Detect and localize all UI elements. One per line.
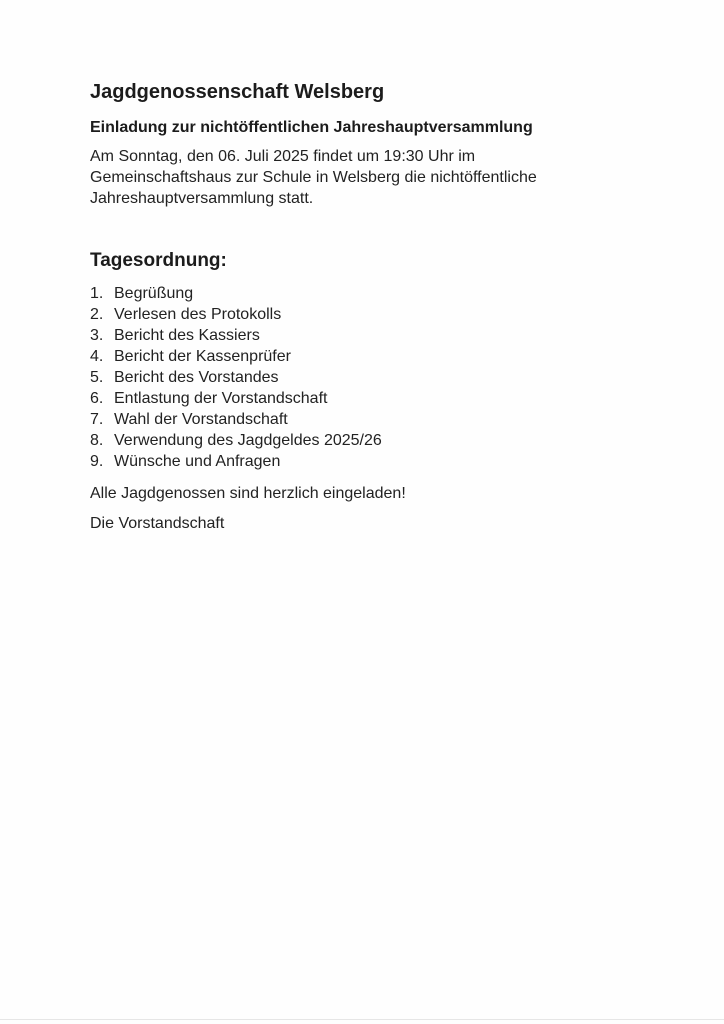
document-content [90, 80, 690, 534]
agenda-item [90, 325, 690, 346]
agenda-item-text: Wünsche und Anfragen [114, 453, 281, 470]
agenda-item-number: 5. [90, 369, 104, 386]
intro-line: Am Sonntag, den 06. Juli 2025 findet um 19:30 Uhr im [90, 148, 476, 165]
agenda-item [90, 367, 690, 388]
agenda-item [90, 451, 690, 472]
intro-paragraph [90, 146, 690, 209]
agenda-item-text: Bericht der Kassenprüfer [114, 348, 291, 365]
agenda-item-number: 2. [90, 306, 104, 323]
intro-line: Gemeinschaftshaus zur Schule in Welsberg die nichtöffentliche [90, 169, 537, 186]
agenda-heading: Tagesordnung: [90, 250, 227, 271]
agenda-item [90, 409, 690, 430]
agenda-item [90, 283, 690, 304]
intro-line: Jahreshauptversammlung statt. [90, 190, 314, 207]
agenda-item-text: Begrüßung [114, 285, 194, 302]
agenda-item-text: Bericht des Kassiers [114, 327, 260, 344]
document-subtitle: Einladung zur nichtöffentlichen Jahreshauptversammlung [90, 119, 533, 136]
agenda-item-number: 9. [90, 453, 104, 470]
agenda-item-number: 4. [90, 348, 104, 365]
agenda-item-number: 1. [90, 285, 104, 302]
page-edge-divider [0, 1019, 724, 1020]
agenda-item [90, 304, 690, 325]
agenda-item-number: 3. [90, 327, 104, 344]
signature-line: Die Vorstandschaft [90, 515, 225, 532]
agenda-item-text: Entlastung der Vorstandschaft [114, 390, 328, 407]
agenda-item-text: Verwendung des Jagdgeldes 2025/26 [114, 432, 382, 449]
agenda-item-text: Verlesen des Protokolls [114, 306, 282, 323]
agenda-item-text: Bericht des Vorstandes [114, 369, 279, 386]
agenda-item-number: 7. [90, 411, 104, 428]
agenda-item-number: 6. [90, 390, 104, 407]
agenda-item [90, 388, 690, 409]
agenda-item [90, 430, 690, 451]
agenda-item-number: 8. [90, 432, 104, 449]
document-title: Jagdgenossenschaft Welsberg [90, 81, 385, 103]
closing-line: Alle Jagdgenossen sind herzlich eingeladen! [90, 485, 406, 502]
agenda-item-text: Wahl der Vorstandschaft [114, 411, 288, 428]
agenda-list [90, 283, 690, 472]
agenda-item [90, 346, 690, 367]
